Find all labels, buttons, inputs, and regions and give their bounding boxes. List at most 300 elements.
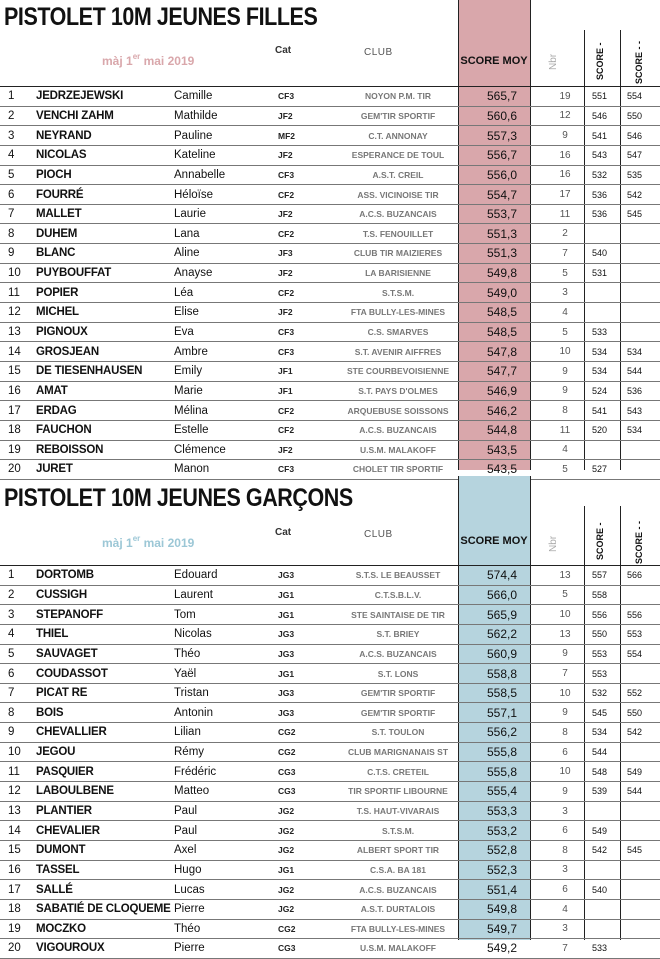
cell-rank: 19 bbox=[0, 440, 36, 460]
cell-club: ARQUEBUSE SOISSONS bbox=[330, 401, 466, 421]
cell-rank: 10 bbox=[0, 742, 36, 762]
cell-first-name: Laurent bbox=[174, 585, 278, 605]
cell-score-1: 558 bbox=[592, 585, 627, 605]
cell-score-2: 542 bbox=[627, 723, 660, 743]
cell-score-1: 542 bbox=[592, 840, 627, 860]
cell-last-name: DORTOMB bbox=[36, 566, 174, 585]
cell-last-name: DE TIESENHAUSEN bbox=[36, 361, 174, 381]
cell-nbr: 13 bbox=[538, 566, 592, 585]
cell-first-name: Yaël bbox=[174, 664, 278, 684]
cell-first-name: Ambre bbox=[174, 342, 278, 362]
cell-first-name: Marie bbox=[174, 381, 278, 401]
cell-category: JG1 bbox=[278, 605, 330, 625]
cell-category: JG1 bbox=[278, 860, 330, 880]
cell-last-name: CHEVALLIER bbox=[36, 723, 174, 743]
cell-last-name: FAUCHON bbox=[36, 420, 174, 440]
cell-first-name: Antonin bbox=[174, 703, 278, 723]
cell-score-avg: 558,5 bbox=[466, 683, 538, 703]
cell-nbr: 10 bbox=[538, 605, 592, 625]
cell-last-name: PASQUIER bbox=[36, 762, 174, 782]
cell-rank: 1 bbox=[0, 87, 36, 106]
table-row bbox=[0, 919, 660, 939]
cell-club: T.S. FENOUILLET bbox=[330, 224, 466, 244]
cell-nbr: 9 bbox=[538, 782, 592, 802]
cell-score-2 bbox=[627, 244, 660, 264]
cell-nbr: 7 bbox=[538, 664, 592, 684]
cell-first-name: Pierre bbox=[174, 899, 278, 919]
cell-score-2: 552 bbox=[627, 683, 660, 703]
table-row bbox=[0, 361, 660, 381]
cell-nbr: 3 bbox=[538, 283, 592, 303]
cell-rank: 12 bbox=[0, 303, 36, 323]
cell-club: CLUB TIR MAIZIERES bbox=[330, 244, 466, 264]
table-row bbox=[0, 440, 660, 460]
girls-header-score1: SCORE - bbox=[595, 42, 605, 80]
cell-category: JG3 bbox=[278, 703, 330, 723]
cell-club: C.T.S.B.L.V. bbox=[330, 585, 466, 605]
cell-category: JG2 bbox=[278, 821, 330, 841]
table-row bbox=[0, 224, 660, 244]
cell-score-2: 544 bbox=[627, 361, 660, 381]
cell-score-1: 533 bbox=[592, 939, 627, 959]
cell-club: S.T. TOULON bbox=[330, 723, 466, 743]
cell-nbr: 9 bbox=[538, 703, 592, 723]
cell-last-name: PIOCH bbox=[36, 165, 174, 185]
cell-club: ESPERANCE DE TOUL bbox=[330, 145, 466, 165]
cell-nbr: 2 bbox=[538, 224, 592, 244]
cell-score-avg: 552,3 bbox=[466, 860, 538, 880]
girls-section bbox=[0, 0, 660, 477]
cell-last-name: LABOULBENE bbox=[36, 782, 174, 802]
cell-last-name: JEDRZEJEWSKI bbox=[36, 87, 174, 106]
cell-score-2: 534 bbox=[627, 342, 660, 362]
cell-nbr: 6 bbox=[538, 742, 592, 762]
cell-nbr: 9 bbox=[538, 644, 592, 664]
cell-club: GEM'TIR SPORTIF bbox=[330, 703, 466, 723]
cell-nbr: 5 bbox=[538, 263, 592, 283]
cell-score-avg: 560,9 bbox=[466, 644, 538, 664]
cell-score-2 bbox=[627, 742, 660, 762]
cell-category: JG2 bbox=[278, 899, 330, 919]
boys-ranking-table bbox=[0, 566, 660, 959]
cell-nbr: 5 bbox=[538, 585, 592, 605]
cell-last-name: PUYBOUFFAT bbox=[36, 263, 174, 283]
cell-score-1 bbox=[592, 899, 627, 919]
cell-rank: 14 bbox=[0, 342, 36, 362]
table-row bbox=[0, 204, 660, 224]
cell-score-1 bbox=[592, 919, 627, 939]
cell-nbr: 7 bbox=[538, 244, 592, 264]
cell-club: S.T.S. LE BEAUSSET bbox=[330, 566, 466, 585]
cell-score-2: 554 bbox=[627, 87, 660, 106]
cell-first-name: Léa bbox=[174, 283, 278, 303]
cell-first-name: Manon bbox=[174, 460, 278, 480]
cell-score-2: 545 bbox=[627, 840, 660, 860]
cell-score-2: 543 bbox=[627, 401, 660, 421]
cell-nbr: 8 bbox=[538, 401, 592, 421]
cell-score-1: 545 bbox=[592, 703, 627, 723]
cell-category: CG2 bbox=[278, 723, 330, 743]
cell-score-1 bbox=[592, 224, 627, 244]
cell-score-1: 536 bbox=[592, 185, 627, 205]
cell-score-1: 549 bbox=[592, 821, 627, 841]
cell-category: JF2 bbox=[278, 204, 330, 224]
table-row bbox=[0, 244, 660, 264]
cell-club: FTA BULLY-LES-MINES bbox=[330, 303, 466, 323]
cell-category: CF3 bbox=[278, 342, 330, 362]
cell-club: STE SAINTAISE DE TIR bbox=[330, 605, 466, 625]
cell-club: S.T. BRIEY bbox=[330, 624, 466, 644]
cell-score-2 bbox=[627, 263, 660, 283]
cell-score-avg: 553,7 bbox=[466, 204, 538, 224]
cell-last-name: BLANC bbox=[36, 244, 174, 264]
cell-category: MF2 bbox=[278, 126, 330, 146]
cell-nbr: 4 bbox=[538, 440, 592, 460]
cell-score-2: 553 bbox=[627, 624, 660, 644]
cell-score-1: 534 bbox=[592, 361, 627, 381]
cell-first-name: Clémence bbox=[174, 440, 278, 460]
cell-nbr: 6 bbox=[538, 821, 592, 841]
cell-nbr: 10 bbox=[538, 342, 592, 362]
cell-club: A.C.S. BUZANCAIS bbox=[330, 204, 466, 224]
cell-score-2 bbox=[627, 664, 660, 684]
cell-category: JF2 bbox=[278, 263, 330, 283]
cell-nbr: 5 bbox=[538, 460, 592, 480]
cell-score-avg: 548,5 bbox=[466, 322, 538, 342]
cell-club: FTA BULLY-LES-MINES bbox=[330, 919, 466, 939]
cell-last-name: SABATIÉ DE CLOQUEME bbox=[36, 899, 174, 919]
cell-score-2 bbox=[627, 899, 660, 919]
table-row bbox=[0, 303, 660, 323]
cell-score-avg: 548,5 bbox=[466, 303, 538, 323]
cell-score-1 bbox=[592, 440, 627, 460]
girls-header-score: SCORE MOY bbox=[460, 55, 528, 67]
cell-rank: 10 bbox=[0, 263, 36, 283]
cell-nbr: 9 bbox=[538, 361, 592, 381]
cell-first-name: Kateline bbox=[174, 145, 278, 165]
cell-score-avg: 549,8 bbox=[466, 263, 538, 283]
cell-score-1 bbox=[592, 303, 627, 323]
cell-score-avg: 546,9 bbox=[466, 381, 538, 401]
cell-score-avg: 557,3 bbox=[466, 126, 538, 146]
cell-category: JG3 bbox=[278, 683, 330, 703]
cell-category: JG2 bbox=[278, 880, 330, 900]
boys-header-score: SCORE MOY bbox=[460, 535, 528, 547]
cell-last-name: SAUVAGET bbox=[36, 644, 174, 664]
girls-update-date: màj 1er mai 2019 bbox=[102, 52, 195, 68]
cell-category: CF2 bbox=[278, 283, 330, 303]
cell-rank: 5 bbox=[0, 644, 36, 664]
cell-category: CF3 bbox=[278, 460, 330, 480]
table-row bbox=[0, 664, 660, 684]
cell-nbr: 12 bbox=[538, 106, 592, 126]
cell-nbr: 9 bbox=[538, 126, 592, 146]
cell-score-avg: 555,8 bbox=[466, 762, 538, 782]
cell-score-2: 547 bbox=[627, 145, 660, 165]
cell-category: JG3 bbox=[278, 624, 330, 644]
cell-score-1: 556 bbox=[592, 605, 627, 625]
cell-score-avg: 556,2 bbox=[466, 723, 538, 743]
cell-score-1: 524 bbox=[592, 381, 627, 401]
cell-first-name: Tom bbox=[174, 605, 278, 625]
cell-score-avg: 556,0 bbox=[466, 165, 538, 185]
cell-club: ALBERT SPORT TIR bbox=[330, 840, 466, 860]
boys-header-score2: SCORE - - bbox=[634, 520, 644, 564]
cell-rank: 1 bbox=[0, 566, 36, 585]
cell-nbr: 4 bbox=[538, 303, 592, 323]
cell-nbr: 3 bbox=[538, 801, 592, 821]
boys-header-club: CLUB bbox=[364, 529, 393, 540]
cell-first-name: Théo bbox=[174, 919, 278, 939]
cell-club: A.S.T. CREIL bbox=[330, 165, 466, 185]
cell-score-1 bbox=[592, 283, 627, 303]
cell-rank: 14 bbox=[0, 821, 36, 841]
cell-score-avg: 554,7 bbox=[466, 185, 538, 205]
cell-club: GEM'TIR SPORTIF bbox=[330, 683, 466, 703]
cell-last-name: DUMONT bbox=[36, 840, 174, 860]
table-row bbox=[0, 322, 660, 342]
cell-rank: 8 bbox=[0, 703, 36, 723]
cell-category: JF2 bbox=[278, 106, 330, 126]
table-row bbox=[0, 821, 660, 841]
cell-nbr: 10 bbox=[538, 762, 592, 782]
cell-last-name: PICAT RE bbox=[36, 683, 174, 703]
cell-score-1: 520 bbox=[592, 420, 627, 440]
cell-nbr: 3 bbox=[538, 860, 592, 880]
cell-rank: 2 bbox=[0, 106, 36, 126]
cell-nbr: 5 bbox=[538, 322, 592, 342]
cell-last-name: POPIER bbox=[36, 283, 174, 303]
cell-rank: 18 bbox=[0, 420, 36, 440]
cell-rank: 9 bbox=[0, 723, 36, 743]
cell-nbr: 4 bbox=[538, 899, 592, 919]
cell-first-name: Rémy bbox=[174, 742, 278, 762]
cell-score-1: 553 bbox=[592, 644, 627, 664]
cell-score-1: 532 bbox=[592, 165, 627, 185]
table-row bbox=[0, 420, 660, 440]
cell-last-name: PIGNOUX bbox=[36, 322, 174, 342]
cell-first-name: Annabelle bbox=[174, 165, 278, 185]
cell-score-2 bbox=[627, 880, 660, 900]
cell-category: JF3 bbox=[278, 244, 330, 264]
cell-first-name: Lilian bbox=[174, 723, 278, 743]
cell-score-avg: 557,1 bbox=[466, 703, 538, 723]
cell-category: CG3 bbox=[278, 782, 330, 802]
table-row bbox=[0, 283, 660, 303]
cell-score-avg: 553,2 bbox=[466, 821, 538, 841]
cell-category: CG2 bbox=[278, 742, 330, 762]
cell-club: A.C.S. BUZANCAIS bbox=[330, 880, 466, 900]
table-row bbox=[0, 840, 660, 860]
cell-rank: 17 bbox=[0, 880, 36, 900]
cell-score-1: 557 bbox=[592, 566, 627, 585]
table-row bbox=[0, 87, 660, 106]
cell-last-name: NEYRAND bbox=[36, 126, 174, 146]
cell-score-2 bbox=[627, 919, 660, 939]
cell-first-name: Anayse bbox=[174, 263, 278, 283]
cell-first-name: Théo bbox=[174, 644, 278, 664]
cell-club: S.T. AVENIR AIFFRES bbox=[330, 342, 466, 362]
cell-score-avg: 549,0 bbox=[466, 283, 538, 303]
cell-score-avg: 551,4 bbox=[466, 880, 538, 900]
cell-score-avg: 555,4 bbox=[466, 782, 538, 802]
cell-club: A.C.S. BUZANCAIS bbox=[330, 644, 466, 664]
cell-score-avg: 547,8 bbox=[466, 342, 538, 362]
cell-score-2 bbox=[627, 283, 660, 303]
cell-score-1: 541 bbox=[592, 126, 627, 146]
boys-header-score1: SCORE - bbox=[595, 522, 605, 560]
cell-first-name: Emily bbox=[174, 361, 278, 381]
cell-score-1 bbox=[592, 801, 627, 821]
table-row bbox=[0, 342, 660, 362]
cell-category: CF2 bbox=[278, 420, 330, 440]
cell-score-1: 540 bbox=[592, 244, 627, 264]
cell-nbr: 10 bbox=[538, 683, 592, 703]
cell-score-avg: 543,5 bbox=[466, 460, 538, 480]
cell-category: CG3 bbox=[278, 939, 330, 959]
cell-last-name: SALLÉ bbox=[36, 880, 174, 900]
cell-category: JF1 bbox=[278, 361, 330, 381]
girls-header-score2: SCORE - - bbox=[634, 40, 644, 84]
cell-last-name: PLANTIER bbox=[36, 801, 174, 821]
cell-score-2: 535 bbox=[627, 165, 660, 185]
cell-last-name: COUDASSOT bbox=[36, 664, 174, 684]
cell-last-name: JEGOU bbox=[36, 742, 174, 762]
cell-first-name: Lana bbox=[174, 224, 278, 244]
cell-club: TIR SPORTIF LIBOURNE bbox=[330, 782, 466, 802]
cell-score-2: 549 bbox=[627, 762, 660, 782]
cell-rank: 7 bbox=[0, 683, 36, 703]
cell-first-name: Pauline bbox=[174, 126, 278, 146]
cell-club: A.C.S. BUZANCAIS bbox=[330, 420, 466, 440]
cell-category: CF3 bbox=[278, 165, 330, 185]
table-row bbox=[0, 106, 660, 126]
cell-score-1: 539 bbox=[592, 782, 627, 802]
cell-rank: 15 bbox=[0, 361, 36, 381]
cell-score-1: 548 bbox=[592, 762, 627, 782]
cell-category: JG2 bbox=[278, 801, 330, 821]
cell-rank: 17 bbox=[0, 401, 36, 421]
cell-rank: 11 bbox=[0, 283, 36, 303]
cell-score-avg: 566,0 bbox=[466, 585, 538, 605]
cell-category: JG1 bbox=[278, 664, 330, 684]
cell-score-avg: 551,3 bbox=[466, 224, 538, 244]
cell-score-2: 566 bbox=[627, 566, 660, 585]
cell-last-name: DUHEM bbox=[36, 224, 174, 244]
cell-club: CLUB MARIGNANAIS ST bbox=[330, 742, 466, 762]
cell-score-2: 534 bbox=[627, 420, 660, 440]
cell-nbr: 16 bbox=[538, 165, 592, 185]
cell-first-name: Eva bbox=[174, 322, 278, 342]
cell-score-1: 536 bbox=[592, 204, 627, 224]
table-row bbox=[0, 801, 660, 821]
cell-first-name: Frédéric bbox=[174, 762, 278, 782]
cell-rank: 13 bbox=[0, 322, 36, 342]
cell-club: T.S. HAUT-VIVARAIS bbox=[330, 801, 466, 821]
table-row bbox=[0, 762, 660, 782]
cell-club: ASS. VICINOISE TIR bbox=[330, 185, 466, 205]
girls-ranking-table bbox=[0, 87, 660, 480]
cell-club: S.T.S.M. bbox=[330, 283, 466, 303]
cell-rank: 3 bbox=[0, 605, 36, 625]
cell-first-name: Estelle bbox=[174, 420, 278, 440]
cell-category: JF2 bbox=[278, 145, 330, 165]
cell-score-1: 553 bbox=[592, 664, 627, 684]
cell-score-2 bbox=[627, 440, 660, 460]
table-row bbox=[0, 880, 660, 900]
cell-first-name: Mélina bbox=[174, 401, 278, 421]
table-row bbox=[0, 605, 660, 625]
table-row bbox=[0, 401, 660, 421]
cell-last-name: GROSJEAN bbox=[36, 342, 174, 362]
cell-category: CG2 bbox=[278, 919, 330, 939]
cell-last-name: ERDAG bbox=[36, 401, 174, 421]
cell-rank: 8 bbox=[0, 224, 36, 244]
cell-category: JF1 bbox=[278, 381, 330, 401]
cell-nbr: 16 bbox=[538, 145, 592, 165]
boys-title: PISTOLET 10M JEUNES GARÇONS bbox=[4, 484, 353, 512]
cell-score-avg: 565,7 bbox=[466, 87, 538, 106]
cell-club: C.S.A. BA 181 bbox=[330, 860, 466, 880]
cell-category: JG3 bbox=[278, 566, 330, 585]
table-row bbox=[0, 899, 660, 919]
cell-nbr: 8 bbox=[538, 723, 592, 743]
cell-score-2 bbox=[627, 303, 660, 323]
cell-last-name: MALLET bbox=[36, 204, 174, 224]
cell-club: C.S. SMARVES bbox=[330, 322, 466, 342]
table-row bbox=[0, 742, 660, 762]
cell-last-name: VENCHI ZAHM bbox=[36, 106, 174, 126]
cell-score-avg: 562,2 bbox=[466, 624, 538, 644]
cell-score-1: 544 bbox=[592, 742, 627, 762]
cell-rank: 13 bbox=[0, 801, 36, 821]
cell-score-avg: 549,7 bbox=[466, 919, 538, 939]
cell-first-name: Axel bbox=[174, 840, 278, 860]
cell-nbr: 7 bbox=[538, 939, 592, 959]
cell-score-1: 531 bbox=[592, 263, 627, 283]
boys-header-nbr: Nbr bbox=[548, 535, 559, 552]
cell-last-name: MICHEL bbox=[36, 303, 174, 323]
cell-club: S.T. PAYS D'OLMES bbox=[330, 381, 466, 401]
cell-nbr: 19 bbox=[538, 87, 592, 106]
cell-first-name: Camille bbox=[174, 87, 278, 106]
cell-club: NOYON P.M. TIR bbox=[330, 87, 466, 106]
cell-club: C.T.S. CRETEIL bbox=[330, 762, 466, 782]
cell-score-avg: 565,9 bbox=[466, 605, 538, 625]
cell-last-name: MOCZKO bbox=[36, 919, 174, 939]
cell-score-2: 550 bbox=[627, 106, 660, 126]
cell-nbr: 11 bbox=[538, 204, 592, 224]
cell-first-name: Edouard bbox=[174, 566, 278, 585]
cell-club: STE COURBEVOISIENNE bbox=[330, 361, 466, 381]
cell-rank: 15 bbox=[0, 840, 36, 860]
cell-rank: 11 bbox=[0, 762, 36, 782]
cell-first-name: Laurie bbox=[174, 204, 278, 224]
table-row bbox=[0, 381, 660, 401]
cell-first-name: Héloïse bbox=[174, 185, 278, 205]
cell-category: JG1 bbox=[278, 585, 330, 605]
cell-score-avg: 543,5 bbox=[466, 440, 538, 460]
cell-score-2: 545 bbox=[627, 204, 660, 224]
table-row bbox=[0, 126, 660, 146]
cell-score-2 bbox=[627, 224, 660, 244]
cell-first-name: Matteo bbox=[174, 782, 278, 802]
cell-first-name: Hugo bbox=[174, 860, 278, 880]
cell-last-name: CHEVALIER bbox=[36, 821, 174, 841]
cell-club: S.T. LONS bbox=[330, 664, 466, 684]
cell-score-avg: 556,7 bbox=[466, 145, 538, 165]
cell-first-name: Nicolas bbox=[174, 624, 278, 644]
